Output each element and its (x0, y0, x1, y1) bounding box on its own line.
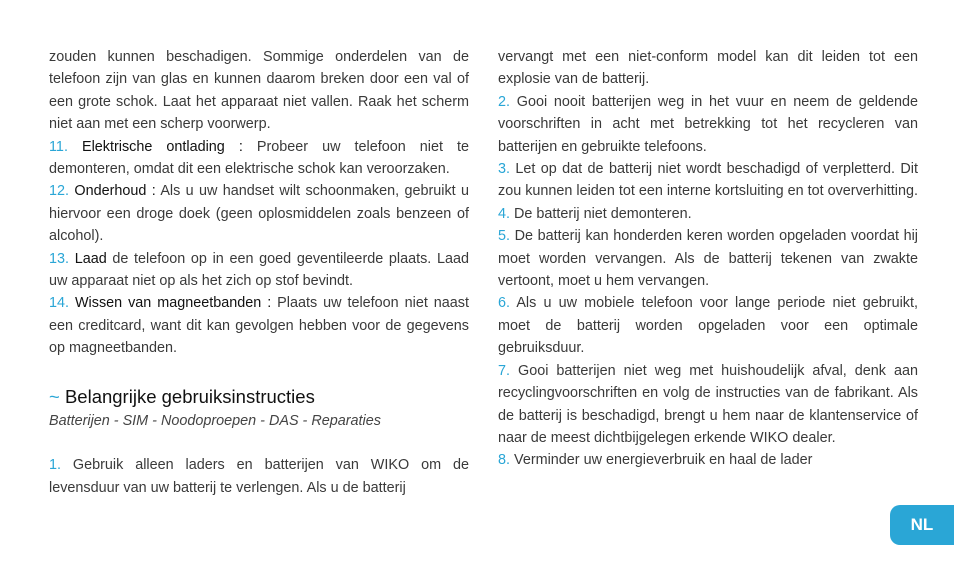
item-text: Als u uw mobiele telefoon voor lange periode niet gebruikt, moet de batterij worden opgeladen voor een optimale gebruiksduur. (498, 295, 918, 357)
item-number: 2. (498, 93, 511, 110)
item-number: 11. (49, 138, 68, 155)
item-text: Plaats uw telefoon niet naast een creditcard, want dit kan gevolgen hebben voor de gegevens op magneetbanden. (49, 295, 469, 357)
item-title: Elektrische ontlading : (81, 138, 243, 155)
item-14 (49, 292, 469, 359)
heading-text: Belangrijke gebruiksinstructies (59, 385, 315, 407)
right-column (498, 46, 918, 472)
item-number: 5. (498, 228, 511, 245)
item-number: 4. (498, 205, 511, 222)
language-badge: NL (890, 505, 954, 545)
item-text: Gooi nooit batterijen weg in het vuur en neem de geldende voorschriften in acht met betrekking tot het recyclеren van batterijen en gebruikte telefoons. (498, 93, 918, 155)
battery-item-5 (498, 225, 918, 292)
paragraph-intro: zouden kunnen beschadigen. Sommige onderdelen van de telefoon zijn van glas en kunnen daarom breken door een val of een grote schok. Laat het apparaat niet vallen. Raak het scherm niet aan met een scherp voorwerp. (49, 49, 469, 133)
item-number: 8. (498, 452, 511, 469)
item-number: 12. (49, 183, 70, 200)
section-subheading: Batterijen - SIM - Noodoproepen - DAS - Reparaties (49, 412, 381, 429)
item-text: Verminder uw energieverbruik en haal de lader (510, 452, 813, 469)
item-text: Gooi batterijen niet weg met huishoudelijk afval, denk aan recyclingvoorschriften en volg de instructies van de fabrikant. Als de batterij is beschadigd, brengt u hem naar de klantenservice of naar de meest dichtbijgelegen erkende WIKO dealer. (498, 362, 918, 446)
battery-item-3 (498, 158, 918, 203)
left-column (49, 46, 469, 499)
item-12 (49, 180, 469, 247)
battery-item-7 (498, 360, 918, 450)
item-text: Let op dat de batterij niet wordt beschadigd of verpletterd. Dit zou kunnen leiden tot een interne kortsluiting en tot oververhitting. (498, 161, 918, 200)
item-title: Onderhoud : (74, 183, 156, 200)
heading-tilde: ~ (49, 385, 60, 407)
item-11 (49, 136, 469, 181)
item-text: Probeer uw telefoon niet te demonteren, omdat dit een elektrische schok kan veroorzaken. (49, 138, 470, 178)
battery-item-4 (498, 203, 918, 225)
item-text: de telefoon op in een goed geventileerde plaats. Laad uw apparaat niet op als het zich op stof bevindt. (49, 250, 469, 290)
item-number: 6. (498, 295, 511, 312)
battery-item-8 (498, 449, 918, 471)
item-number: 3. (498, 161, 511, 178)
item-title: Wissen van magneetbanden : (74, 295, 272, 312)
battery-item-2 (498, 91, 918, 158)
item-number: 14. (49, 295, 70, 312)
item-text: De batterij niet demonteren. (510, 205, 692, 222)
battery-item-6 (498, 292, 918, 359)
item-number: 1. (49, 457, 62, 474)
item-text: Als u uw handset wilt schoonmaken, gebruikt u hiervoor een droge doek (geen oplosmiddelen zoals benzeen of alcohol). (49, 183, 469, 245)
item-13 (49, 248, 469, 293)
battery-item-1 (49, 454, 469, 499)
paragraph-continued: vervangt met een niet-conform model kan dit leiden tot een explosie van de batterij. (498, 49, 918, 88)
item-text: Gebruik alleen laders en batterijen van WIKO om de levensduur van uw batterij te verlengen. Als u de batterij (49, 457, 469, 496)
item-number: 13. (49, 250, 70, 267)
item-title: Laad (74, 250, 107, 267)
item-text: De batterij kan honderden keren worden opgeladen voordat hij moet worden vervangen. Als de batterij tekenen van zwakte vertoont, moet u hem vervangen. (498, 228, 918, 290)
section-heading (49, 384, 469, 410)
item-number: 7. (498, 362, 511, 379)
